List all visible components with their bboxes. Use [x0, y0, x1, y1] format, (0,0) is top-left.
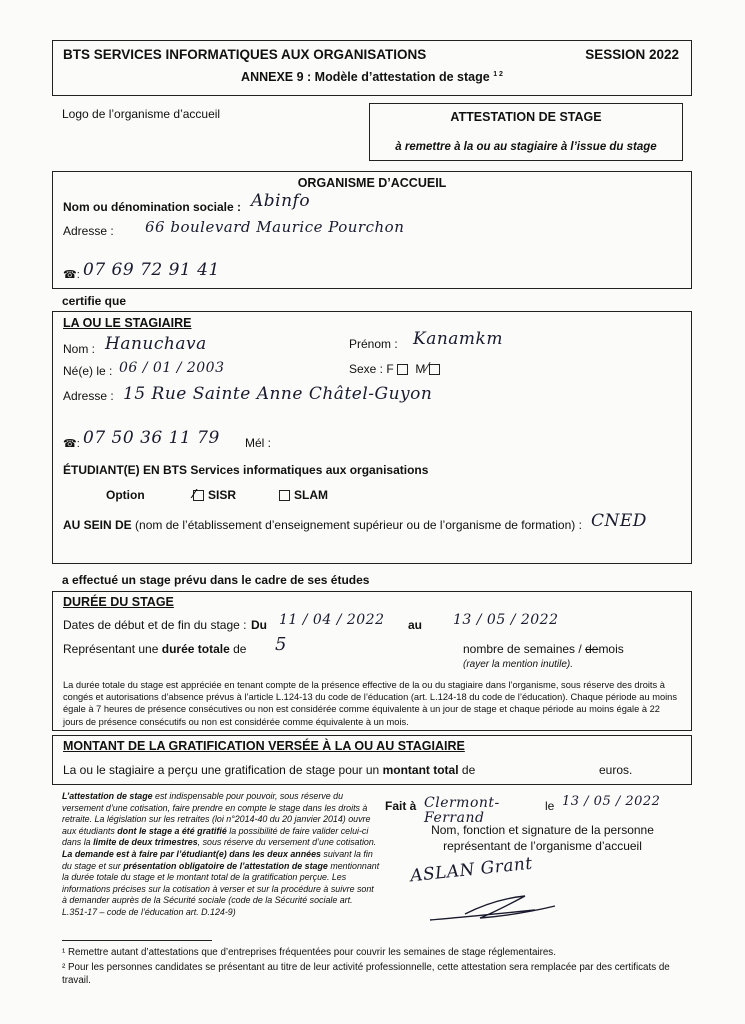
- dates-label: Dates de début et de fin du stage :: [63, 618, 247, 632]
- note-p3: dont le stage a été gratifié: [117, 825, 227, 836]
- sexe-m-checkbox[interactable]: ⁄: [429, 364, 440, 375]
- unit-struck: de: [585, 642, 599, 656]
- stagiaire-adresse-value: 15 Rue Sainte Anne Châtel-Guyon: [123, 384, 433, 404]
- gratification-heading: MONTANT DE LA GRATIFICATION VERSÉE À LA OU AU STAGIAIRE: [63, 739, 465, 753]
- sisr-checkbox[interactable]: ⁄: [193, 490, 204, 501]
- slam-label: SLAM: [294, 488, 328, 502]
- etudiant-line: ÉTUDIANT(E) EN BTS Services informatiques aux organisations: [63, 463, 429, 477]
- annexe-sup: 1 2: [493, 70, 503, 78]
- stagiaire-nom-label: Nom :: [63, 342, 96, 356]
- organisme-adresse-label: Adresse :: [63, 224, 114, 238]
- certifie-que: certifie que: [62, 294, 127, 308]
- stagiaire-nom-value: Hanuchava: [105, 334, 207, 354]
- du-value: 11 / 04 / 2022: [279, 612, 385, 628]
- note-p7: La demande est à faire par l’étudiant(e) dans les deux années: [62, 848, 321, 859]
- stagiaire-box: [52, 311, 692, 564]
- nom-denomination-value: Abinfo: [251, 191, 311, 211]
- slam-checkbox[interactable]: [279, 490, 290, 501]
- le-label: le: [545, 799, 555, 813]
- le-value: 13 / 05 / 2022: [562, 794, 661, 809]
- option-sisr[interactable]: [193, 488, 236, 502]
- sexe-f-checkbox[interactable]: [397, 364, 408, 375]
- note-p9: présentation obligatoire de l’attestation de stage: [123, 860, 328, 871]
- duree-note: La durée totale du stage est appréciée en tenant compte de la présence effective de la ou du stagiaire dans l’organisme, sous réserve des droits à congés et autorisations d’absence prévus à l’article L.124-13 du code de l’éducation (art. L.124-18 du code de l’éducation). Chaque période au moins égale à 7 heures de présence consécutives ou non est considérée comme équivalente à un jour de stage et chaque période au moins égale à 22 jours de présence consécutifs ou non est considérée comme équivalente à un mois.: [63, 680, 677, 727]
- note-p4: la possibilité de faire valider celui-ci dans la: [62, 825, 369, 848]
- note-p8: suivant la fin du stage et sur: [62, 848, 373, 871]
- footnote-2: ² Pour les personnes candidates se présentant au titre de leur activité professionnelle, cette attestation sera remplacée par des certificats de travail.: [62, 962, 670, 986]
- stagiaire-prenom-label: Prénom :: [349, 337, 398, 351]
- note-p1: L’attestation de stage: [62, 791, 153, 801]
- duree-heading: DURÉE DU STAGE: [63, 595, 174, 609]
- duree-de-label: de: [233, 642, 247, 656]
- header-annexe: [53, 70, 691, 84]
- organisme-adresse-value: 66 boulevard Maurice Pourchon: [145, 218, 405, 236]
- stagiaire-ne-label: Né(e) le :: [63, 364, 113, 378]
- organisme-heading: ORGANISME D’ACCUEIL: [297, 176, 447, 190]
- nom-denomination-label: Nom ou dénomination sociale :: [63, 200, 242, 214]
- sisr-label: SISR: [208, 488, 237, 502]
- note-p6: , sous réserve du versement d’une cotisation.: [197, 837, 377, 848]
- unit-mois: mois: [598, 642, 624, 656]
- au-sein-de-line: [63, 518, 582, 532]
- note-p10: mentionnant la durée totale du stage et le montant total de la gratification perçue. Les informations précises sur la cotisation à verser et sur la procédure à suivre sont à demander auprès de la Sécurité sociale (code de la Sécurité sociale art. L.351-17 – code de l’éducation art. D.124-9): [62, 860, 380, 917]
- signature-line2: représentant de l’organisme d’accueil: [443, 839, 642, 853]
- attestation-subtitle: à remettre à la ou au stagiaire à l’issue du stage: [395, 141, 657, 153]
- euros-label: euros.: [599, 763, 633, 777]
- montant-label: montant total: [382, 763, 459, 777]
- footnote-1: ¹ Remettre autant d’attestations que d’entreprises fréquentées pour couvrir les semaines de stage réglementaires.: [62, 947, 556, 958]
- stagiaire-prenom-value: Kanamkm: [413, 329, 503, 349]
- header-title: BTS SERVICES INFORMATIQUES AUX ORGANISATIONS: [63, 47, 427, 62]
- sexe-field: [349, 359, 444, 376]
- effectue-line: a effectué un stage prévu dans le cadre de ses études: [62, 573, 370, 587]
- organisme-phone-icon: ☎:: [63, 269, 80, 281]
- annexe-text: ANNEXE 9 : Modèle d’attestation de stage: [241, 70, 490, 84]
- rayer-note: (rayer la mention inutile).: [463, 659, 574, 670]
- organisme-phone-value: 07 69 72 91 41: [83, 260, 220, 280]
- sexe-label: Sexe : F: [349, 362, 394, 376]
- gratification-line: [63, 763, 475, 777]
- au-sein-value: CNED: [591, 511, 647, 531]
- option-label: Option: [106, 488, 145, 502]
- gratification-text: La ou le stagiaire a perçu une gratification de stage pour un: [63, 763, 380, 777]
- organisme-box: [52, 171, 692, 289]
- signatory-name: ASLAN Grant: [409, 853, 534, 887]
- duree-value: 5: [275, 634, 287, 655]
- unit-semaines: nombre de semaines /: [463, 642, 582, 656]
- signature-scribble: [425, 890, 565, 930]
- stagiaire-phone-value: 07 50 36 11 79: [83, 428, 220, 448]
- au-label: au: [408, 618, 423, 632]
- header-session: SESSION 2022: [585, 47, 679, 62]
- au-value: 13 / 05 / 2022: [453, 612, 559, 628]
- attestation-box: [369, 103, 683, 161]
- stagiaire-mel-label: Mél :: [245, 436, 272, 450]
- gratification-box: [52, 735, 692, 785]
- header-box: [52, 40, 692, 96]
- signature-line1: Nom, fonction et signature de la personne: [431, 823, 654, 837]
- duree-unit: [463, 642, 624, 656]
- duree-totale-label: durée totale: [161, 642, 230, 656]
- stagiaire-ne-value: 06 / 01 / 2003: [119, 360, 225, 376]
- logo-label: Logo de l’organisme d’accueil: [62, 107, 221, 121]
- sexe-m-label: M: [415, 362, 426, 376]
- option-slam[interactable]: [279, 488, 328, 502]
- note-p5: limite de deux trimestres: [93, 837, 198, 848]
- du-label: Du: [251, 618, 267, 632]
- au-sein-text: (nom de l’établissement d’enseignement supérieur ou de l’organisme de formation) :: [135, 518, 582, 532]
- duree-box: [52, 591, 692, 731]
- fait-label: Fait à: [385, 799, 417, 813]
- fait-value: Clermont-Ferrand: [424, 795, 500, 826]
- au-sein-label: AU SEIN DE: [63, 518, 132, 532]
- representant-line: [63, 642, 246, 656]
- stagiaire-adresse-label: Adresse :: [63, 389, 114, 403]
- footnote-rule: [62, 940, 212, 941]
- retraite-note: [62, 791, 380, 919]
- attestation-title: ATTESTATION DE STAGE: [450, 110, 602, 124]
- note-p2: est indispensable pour pouvoir, sous réserve du versement d’une cotisation, faire prendre en compte le stage dans les droits à retraite. La législation sur les retraites (loi n°2014-40 du 20 janvier 2014) ouvre aux étudiants: [62, 791, 371, 836]
- gratification-de: de: [461, 763, 476, 777]
- stagiaire-phone-icon: ☎:: [63, 438, 80, 450]
- stagiaire-heading: LA OU LE STAGIAIRE: [63, 316, 192, 330]
- representant-label: Représentant une: [63, 642, 159, 656]
